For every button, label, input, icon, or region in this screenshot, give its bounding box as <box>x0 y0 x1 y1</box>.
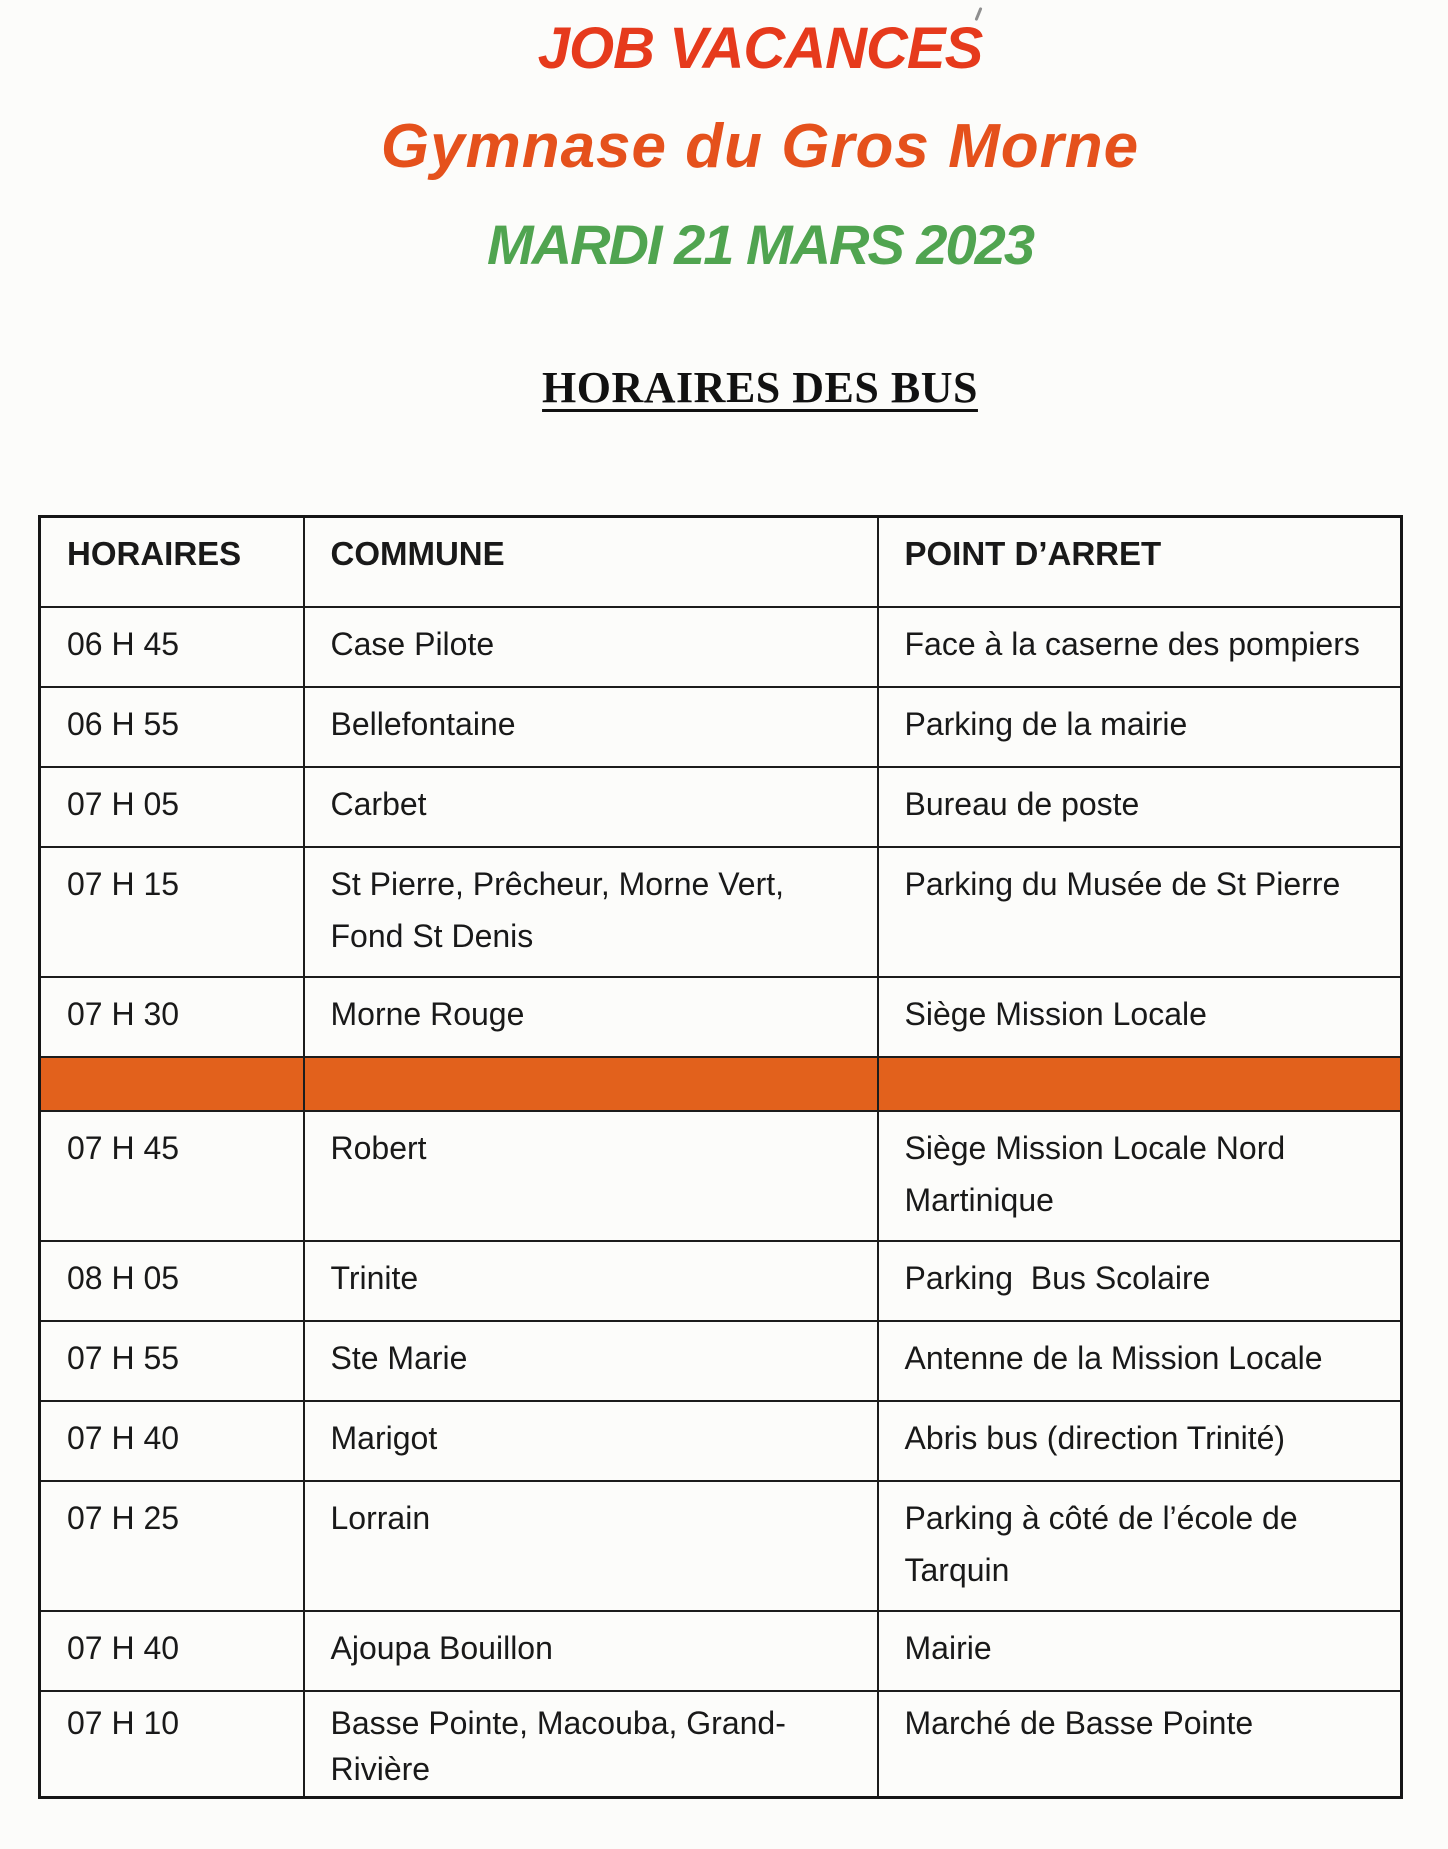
horaire-cell: 07 H 05 <box>40 767 304 847</box>
horaire-cell: 06 H 55 <box>40 687 304 767</box>
point-arret-cell: Parking de la mairie <box>878 687 1402 767</box>
schedule-row <box>40 1611 1402 1691</box>
point-arret-cell: Siège Mission Locale <box>878 977 1402 1057</box>
schedule-row <box>40 1401 1402 1481</box>
table-header-row <box>40 517 1402 608</box>
section-heading: HORAIRES DES BUS <box>542 363 978 412</box>
schedule-row <box>40 1691 1402 1798</box>
commune-cell: Case Pilote <box>304 607 878 687</box>
point-arret-cell: Abris bus (direction Trinité) <box>878 1401 1402 1481</box>
horaire-cell: 07 H 30 <box>40 977 304 1057</box>
schedule-row <box>40 767 1402 847</box>
horaire-cell: 07 H 55 <box>40 1321 304 1401</box>
commune-cell: Ste Marie <box>304 1321 878 1401</box>
horaire-cell: 07 H 25 <box>40 1481 304 1611</box>
schedule-row <box>40 1111 1402 1241</box>
schedule-row <box>40 1321 1402 1401</box>
commune-cell: Marigot <box>304 1401 878 1481</box>
commune-cell: Ajoupa Bouillon <box>304 1611 878 1691</box>
horaire-cell: 07 H 45 <box>40 1111 304 1241</box>
commune-cell: Basse Pointe, Macouba, Grand-Rivière <box>304 1691 878 1798</box>
schedule-row <box>40 977 1402 1057</box>
point-arret-cell: Marché de Basse Pointe <box>878 1691 1402 1798</box>
commune-cell <box>304 1057 878 1111</box>
column-header-horaires: HORAIRES <box>40 517 304 608</box>
commune-cell: St Pierre, Prêcheur, Morne Vert, Fond St Denis <box>304 847 878 977</box>
event-date: MARDI 21 MARS 2023 <box>487 213 1033 276</box>
bus-schedule-table <box>38 515 1403 1799</box>
point-arret-cell: Siège Mission Locale Nord Martinique <box>878 1111 1402 1241</box>
schedule-row <box>40 1241 1402 1321</box>
commune-cell: Lorrain <box>304 1481 878 1611</box>
schedule-row <box>40 1481 1402 1611</box>
commune-cell: Bellefontaine <box>304 687 878 767</box>
horaire-cell: 08 H 05 <box>40 1241 304 1321</box>
schedule-row <box>40 607 1402 687</box>
horaire-cell: 06 H 45 <box>40 607 304 687</box>
commune-cell: Carbet <box>304 767 878 847</box>
schedule-row <box>40 847 1402 977</box>
column-header-commune: COMMUNE <box>304 517 878 608</box>
commune-cell: Trinite <box>304 1241 878 1321</box>
horaire-cell: 07 H 40 <box>40 1611 304 1691</box>
horaire-cell: 07 H 10 <box>40 1691 304 1798</box>
point-arret-cell: Parking Bus Scolaire <box>878 1241 1402 1321</box>
page-title: JOB VACANCES <box>537 16 983 81</box>
column-header-point-arret: POINT D’ARRET <box>878 517 1402 608</box>
point-arret-cell: Antenne de la Mission Locale <box>878 1321 1402 1401</box>
point-arret-cell: Parking du Musée de St Pierre <box>878 847 1402 977</box>
horaire-cell: 07 H 15 <box>40 847 304 977</box>
point-arret-cell <box>878 1057 1402 1111</box>
commune-cell: Robert <box>304 1111 878 1241</box>
page-subtitle: Gymnase du Gros Morne <box>380 112 1140 181</box>
document-header <box>36 14 1448 416</box>
schedule-row <box>40 687 1402 767</box>
point-arret-cell: Face à la caserne des pompiers <box>878 607 1402 687</box>
point-arret-cell: Bureau de poste <box>878 767 1402 847</box>
commune-cell: Morne Rouge <box>304 977 878 1057</box>
horaire-cell: 07 H 40 <box>40 1401 304 1481</box>
highlight-separator-row <box>40 1057 1402 1111</box>
point-arret-cell: Parking à côté de l’école de Tarquin <box>878 1481 1402 1611</box>
point-arret-cell: Mairie <box>878 1611 1402 1691</box>
horaire-cell <box>40 1057 304 1111</box>
